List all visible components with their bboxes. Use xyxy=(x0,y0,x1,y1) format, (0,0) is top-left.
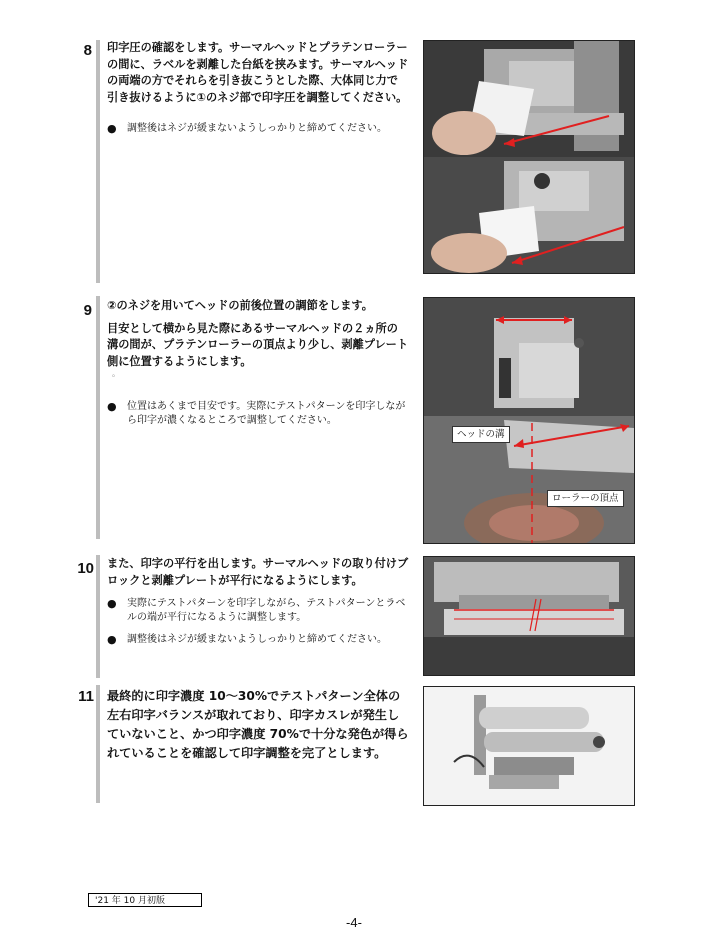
bullet-icon: ● xyxy=(107,122,117,135)
bullet-text: 調整後はネジが緩まないようしっかりと締めてください。 xyxy=(127,123,387,134)
step-10-photo xyxy=(423,556,635,676)
step-bar xyxy=(96,685,100,803)
bullet-text: 実際にテストパターンを印字しながら、テストパターンとラベルの端が平行になるように調整します。 xyxy=(127,598,406,623)
step-bar xyxy=(96,40,100,283)
page-number: -4- xyxy=(346,915,362,930)
printer-head-photo-top xyxy=(424,41,634,273)
final-check-photo xyxy=(424,687,634,805)
bullet-item xyxy=(107,633,409,647)
step-heading: 最終的に印字濃度 10～30%でテストパターン全体の左右印字バランスが取れており、印字カスレが発生していないこと、かつ印字濃度 70%で十分な発色が得られていることを確認して印字調整を完了とします。 xyxy=(107,689,409,760)
step-number: 10 xyxy=(77,560,94,577)
bullet-item xyxy=(107,597,409,625)
bullet-text: 位置はあくまで目安です。実際にテストパターンを印字しながら印字が濃くなるところで調整してください。 xyxy=(127,401,406,426)
step-heading: また、印字の平行を出します。サーマルヘッドの取り付けブロックと剥離プレートが平行になるようにします。 xyxy=(107,557,409,587)
step-subheading: 目安として横から見た際にあるサーマルヘッドの２ヵ所の溝の間が、プラテンローラーの頂点より少し、剥離プレート側に位置するようにします。 xyxy=(107,321,409,368)
step-heading: ②のネジを用いてヘッドの前後位置の調節をします。 xyxy=(107,299,373,312)
bullet-icon: ● xyxy=(107,400,117,413)
bullet-text: 調整後はネジが緩まないようしっかりと締めてください。 xyxy=(127,634,387,645)
bullet-icon: ● xyxy=(107,633,117,646)
step-bar xyxy=(96,555,100,678)
small-mark: 。 xyxy=(112,369,120,378)
step-number: 8 xyxy=(83,42,92,59)
step-8-photo xyxy=(423,40,635,274)
step-bar xyxy=(96,296,100,539)
step-heading: 印字圧の確認をします。サーマルヘッドとプラテンローラーの間に、ラベルを剥離した台紙を挟みます。サーマルヘッドの両端の方でそれらを引き抜こうとした際、大体同じ力で引き抜けるように①のネジ部で印字圧を調整してください。 xyxy=(107,41,409,104)
bullet-icon: ● xyxy=(107,597,117,610)
edition-label: '21 年 10 月初版 xyxy=(88,893,202,907)
callout-roller-top: ローラーの頂点 xyxy=(547,490,624,507)
bullet-item xyxy=(107,400,409,428)
step-number: 11 xyxy=(78,688,94,705)
parallel-adjust-photo xyxy=(424,557,634,675)
bullet-item xyxy=(107,122,409,136)
callout-head-groove: ヘッドの溝 xyxy=(452,426,510,443)
step-11-photo xyxy=(423,686,635,806)
step-number: 9 xyxy=(83,302,92,319)
